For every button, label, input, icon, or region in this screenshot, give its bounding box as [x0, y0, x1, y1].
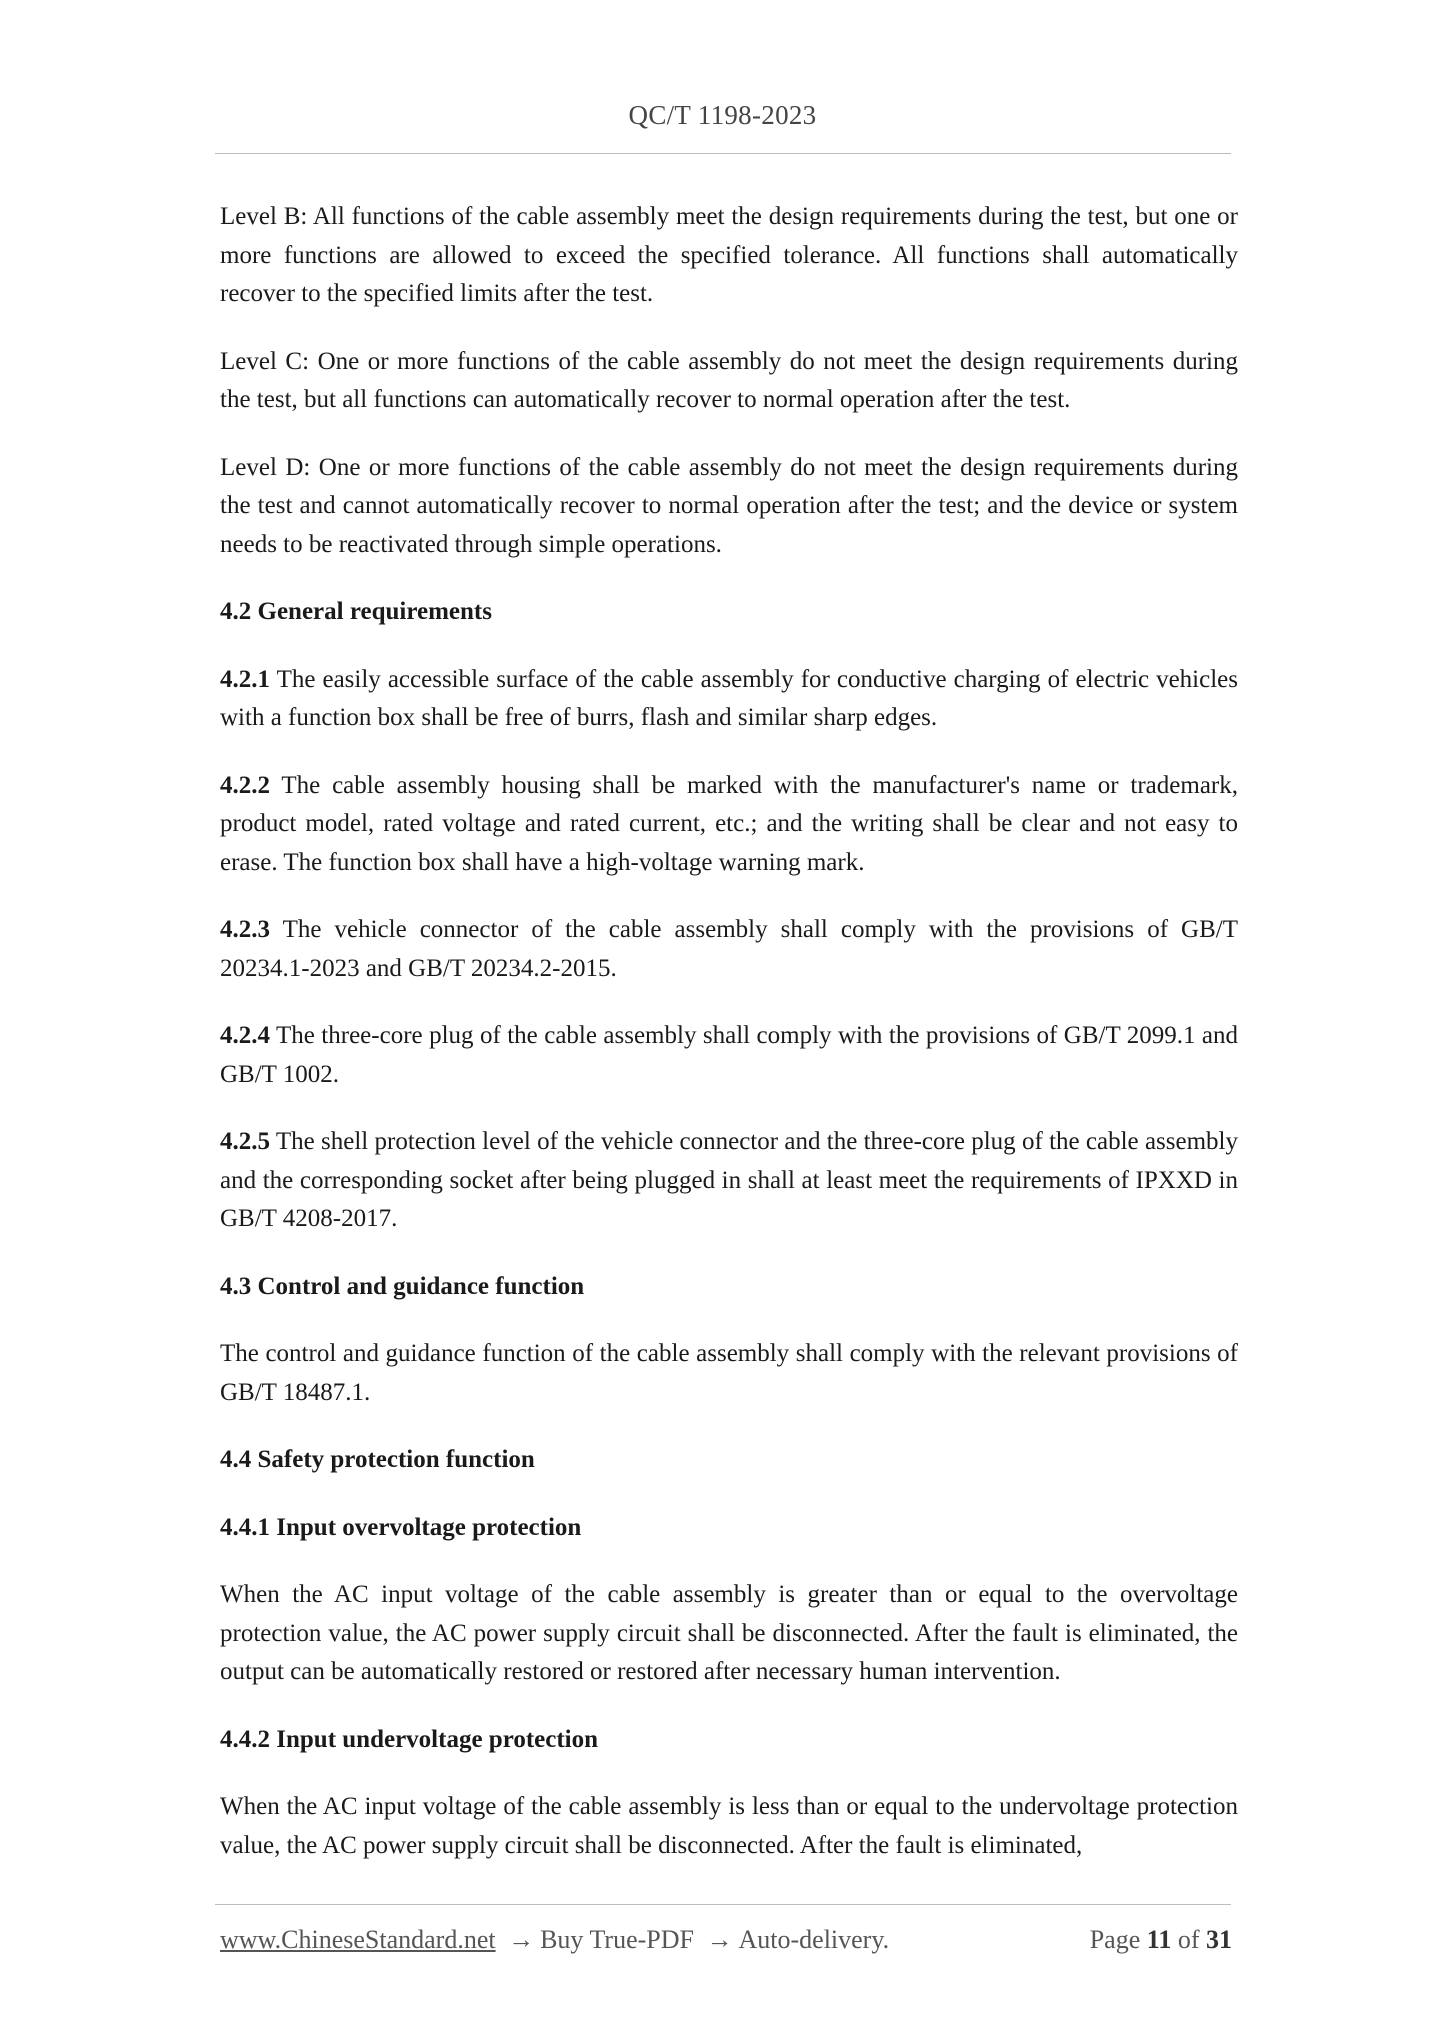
current-page: 11: [1146, 1925, 1172, 1954]
clause-number: 4.2.4: [220, 1022, 270, 1049]
document-code-header: QC/T 1198-2023: [628, 100, 817, 130]
section-4-4-2-paragraph: When the AC input voltage of the cable assembly is less than or equal to the undervoltage protection value, the AC power supply circuit shall be disconnected. After the fault is eliminated,: [220, 1793, 1238, 1859]
auto-delivery-text: Auto-delivery.: [738, 1925, 890, 1954]
clause-text: The vehicle connector of the cable assembly shall comply with the provisions of GB/T 20234.1-2023 and GB/T 20234.2-2015.: [220, 916, 1238, 982]
right-arrow-icon: →: [508, 1925, 535, 1954]
clause-4-2-4: [220, 1017, 1238, 1094]
clause-text: The three-core plug of the cable assembly shall comply with the provisions of GB/T 2099.1 and GB/T 1002.: [220, 1022, 1238, 1088]
section-4-2-heading: 4.2 General requirements: [220, 598, 492, 625]
section-4-4-1-heading: 4.4.1 Input overvoltage protection: [220, 1513, 582, 1541]
clause-text: The shell protection level of the vehicle connector and the three-core plug of the cable assembly and the corresponding socket after being plugged in shall at least meet the requirements of IPXXD in GB/T 4208-2017.: [220, 1128, 1238, 1232]
total-pages: 31: [1206, 1925, 1232, 1954]
clause-number: 4.2.3: [220, 916, 270, 943]
clause-4-2-3: [220, 911, 1238, 988]
clause-number: 4.2.2: [220, 771, 270, 799]
page-content: [220, 198, 1238, 1894]
level-d-paragraph: Level D: One or more functions of the cable assembly do not meet the design requirements during the test and cannot automatically recover to normal operation after the test; and the device or system needs to be reactivated through simple operations.: [220, 453, 1238, 558]
right-arrow-icon: →: [706, 1925, 733, 1954]
clause-text: The cable assembly housing shall be marked with the manufacturer's name or trademark, product model, rated voltage and rated current, etc.; and the writing shall be clear and not easy to erase. The function box shall have a high-voltage warning mark.: [220, 771, 1238, 876]
clause-4-2-2: [220, 767, 1238, 883]
section-4-3-heading: 4.3 Control and guidance function: [220, 1272, 585, 1300]
website-link[interactable]: www.ChineseStandard.net: [220, 1925, 496, 1954]
buy-true-pdf-text: Buy True-PDF: [540, 1925, 694, 1954]
clause-number: 4.2.1: [220, 665, 270, 693]
section-4-4-1-paragraph: When the AC input voltage of the cable assembly is greater than or equal to the overvoltage protection value, the AC power supply circuit shall be disconnected. After the fault is eliminated, the output can be automatically restored or restored after necessary human intervention.: [220, 1581, 1238, 1685]
page-footer: [220, 1925, 1232, 1965]
clause-number: 4.2.5: [220, 1128, 270, 1155]
page-label: Page: [1089, 1925, 1141, 1954]
section-4-4-2-heading: 4.4.2 Input undervoltage protection: [220, 1725, 599, 1753]
clause-4-2-5: [220, 1123, 1238, 1239]
level-b-paragraph: Level B: All functions of the cable assembly meet the design requirements during the test, but one or more functions are allowed to exceed the specified tolerance. All functions shall automatically recover to the specified limits after the test.: [220, 203, 1238, 307]
footer-promo: [220, 1925, 889, 1955]
section-4-3-paragraph: The control and guidance function of the cable assembly shall comply with the relevant provisions of GB/T 18487.1.: [220, 1340, 1238, 1406]
header-divider: [215, 153, 1231, 154]
level-c-paragraph: Level C: One or more functions of the cable assembly do not meet the design requirements during the test, but all functions can automatically recover to normal operation after the test.: [220, 347, 1238, 413]
clause-4-2-1: [220, 661, 1238, 738]
footer-divider: [215, 1904, 1231, 1905]
page-number: [1090, 1925, 1232, 1955]
of-label: of: [1177, 1925, 1200, 1954]
clause-text: The easily accessible surface of the cable assembly for conductive charging of electric vehicles with a function box shall be free of burrs, flash and similar sharp edges.: [220, 665, 1238, 731]
section-4-4-heading: 4.4 Safety protection function: [220, 1446, 535, 1473]
